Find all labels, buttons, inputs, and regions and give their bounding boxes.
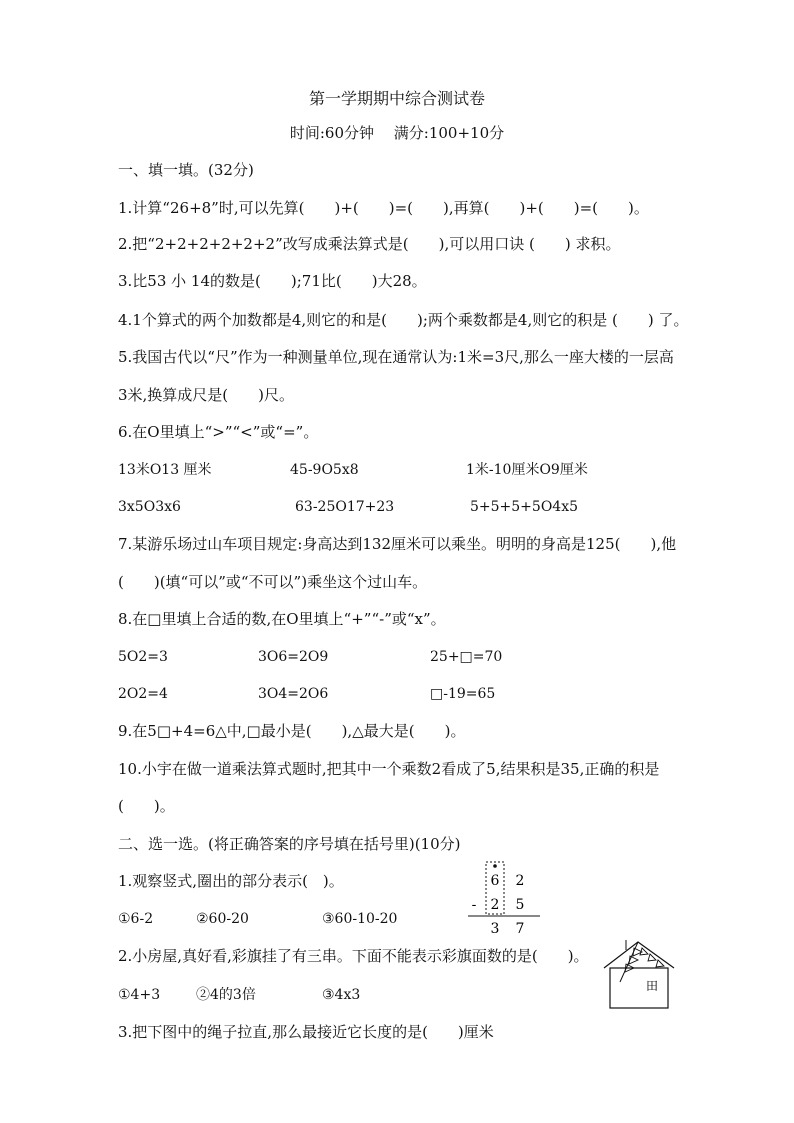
question-10-line2: ( )。: [118, 797, 175, 815]
minus-sign: -: [471, 897, 477, 913]
q6-item: 3x5O3x6: [118, 499, 181, 515]
s2-q2-option: ①4+3: [118, 987, 161, 1003]
flag: [656, 960, 664, 967]
s2-q1-option: ②60-20: [196, 911, 249, 927]
question-5-line2: 3米,换算成尺是( )尺。: [118, 386, 295, 404]
top-tens-digit: 6: [490, 873, 500, 889]
exam-info: 时间:60分钟 满分:100+10分: [289, 124, 505, 142]
middle-ones-digit: 5: [515, 897, 525, 913]
question-5-line1: 5.我国古代以“尺”作为一种测量单位,现在通常认为:1米=3尺,那么一座大楼的一层高: [118, 348, 674, 366]
question-3: 3.比53 小 14的数是( );71比( )大28。: [118, 272, 427, 290]
middle-tens-digit: 2: [490, 897, 500, 913]
window-icon: 田: [645, 979, 659, 993]
page-title: 第一学期期中综合测试卷: [308, 89, 485, 108]
q6-item: 13米O13 厘米: [118, 462, 212, 478]
q8-item: 5O2=3: [118, 649, 168, 665]
question-8: 8.在□里填上合适的数,在O里填上“+”“-”或“x”。: [118, 610, 446, 628]
carry-dot: [493, 864, 497, 868]
s2-question-3: 3.把下图中的绳子拉直,那么最接近它长度的是( )厘米: [118, 1023, 494, 1041]
question-10-line1: 10.小宇在做一道乘法算式题时,把其中一个乘数2看成了5,结果积是35,正确的积是: [118, 760, 660, 778]
s2-q2-option: ②4的3倍: [196, 987, 256, 1003]
question-7-line2: ( )(填“可以”或“不可以”)乘坐这个过山车。: [118, 573, 428, 591]
top-ones-digit: 2: [515, 873, 525, 889]
question-2: 2.把“2+2+2+2+2+2”改写成乘法算式是( ),可以用口诀 ( ) 求积。: [118, 235, 621, 253]
q6-item: 45-9O5x8: [290, 462, 359, 478]
q8-item: □-19=65: [430, 686, 496, 702]
s2-q2-option: ③4x3: [322, 987, 361, 1003]
q6-item: 63-25O17+23: [295, 499, 395, 515]
section2-heading: 二、选一选。(将正确答案的序号填在括号里)(10分): [118, 835, 461, 853]
q8-item: 3O4=2O6: [258, 686, 329, 702]
house-figure: [600, 940, 680, 1012]
result-tens-digit: 3: [490, 921, 500, 937]
result-ones-digit: 7: [515, 921, 525, 937]
house-roof: [604, 942, 674, 968]
q6-item: 1米-10厘米O9厘米: [466, 462, 588, 478]
question-6: 6.在O里填上“>”“<”或“=”。: [118, 423, 319, 441]
q8-item: 3O6=2O9: [258, 649, 329, 665]
s2-q1-option: ③60-10-20: [322, 911, 398, 927]
house-body: [610, 968, 668, 1008]
question-4: 4.1个算式的两个加数都是4,则它的和是( );两个乘数都是4,则它的积是 ( ) 了。: [118, 311, 689, 329]
section1-heading: 一、填一填。(32分): [118, 161, 254, 179]
question-9: 9.在5□+4=6△中,□最小是( ),△最大是( )。: [118, 722, 466, 740]
flag: [648, 954, 656, 961]
question-7-line1: 7.某游乐场过山车项目规定:身高达到132厘米可以乘坐。明明的身高是125( ),他: [118, 535, 677, 553]
q8-item: 2O2=4: [118, 686, 168, 702]
s2-q1-option: ①6-2: [118, 911, 154, 927]
q8-item: 25+□=70: [430, 649, 503, 665]
s2-question-2: 2.小房屋,真好看,彩旗挂了有三串。下面不能表示彩旗面数的是( )。: [118, 947, 589, 965]
q6-item: 5+5+5+5O4x5: [470, 499, 579, 515]
subtraction-figure: [462, 858, 544, 940]
question-1: 1.计算“26+8”时,可以先算( )+( )=( ),再算( )+( )=( )。: [118, 199, 649, 217]
s2-question-1: 1.观察竖式,圈出的部分表示( )。: [118, 872, 344, 890]
